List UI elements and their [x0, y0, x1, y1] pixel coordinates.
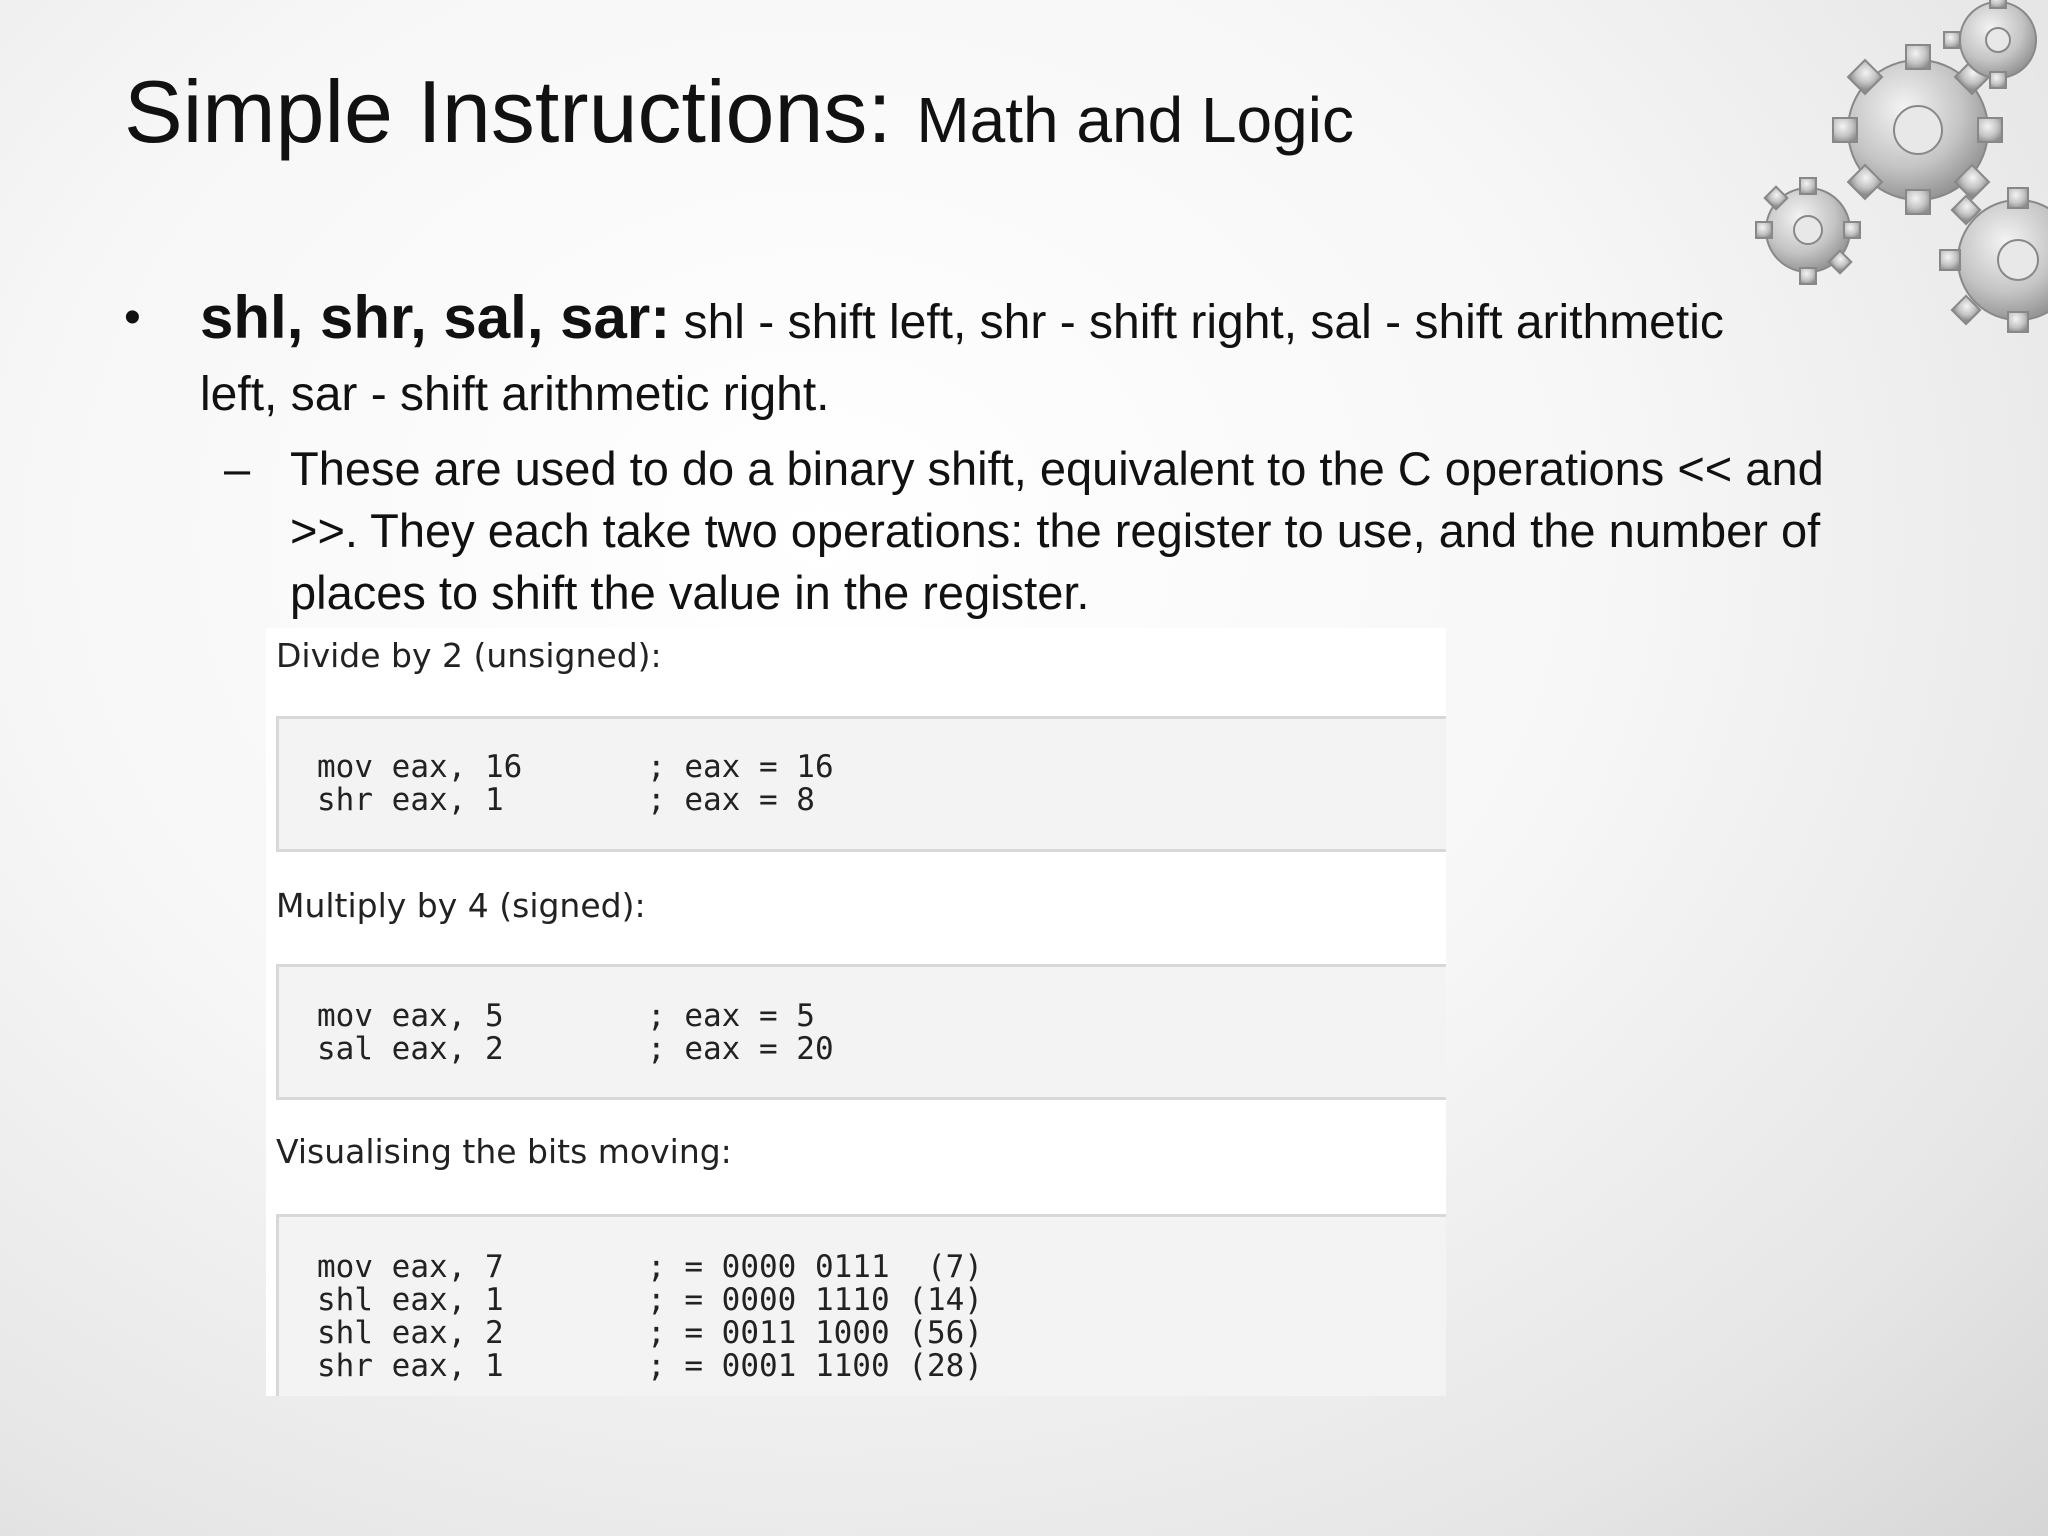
bullet-terms: shl, shr, sal, sar: — [200, 284, 671, 351]
code-instruction: shl eax, 1 — [317, 1282, 504, 1318]
title-subtitle: Math and Logic — [916, 84, 1354, 156]
code-block — [276, 964, 1446, 1100]
code-comment: ; = 0001 1100 (28) — [647, 1348, 983, 1384]
code-instruction: shl eax, 2 — [317, 1315, 504, 1351]
example-label: Divide by 2 (unsigned): — [276, 636, 662, 675]
code-comment: ; = 0000 0111 (7) — [647, 1249, 983, 1285]
code-comment: ; = 0000 1110 (14) — [647, 1282, 983, 1318]
sub-bullet-text: These are used to do a binary shift, equivalent to the C operations << and >>. They each take two operations: the register to use, and the number of places to shift the value in the register. — [290, 442, 1824, 619]
code-block — [276, 716, 1446, 852]
code-comment: ; eax = 16 — [647, 749, 834, 785]
example-label: Multiply by 4 (signed): — [276, 886, 646, 925]
gear-icon — [1756, 178, 1860, 284]
code-instruction: sal eax, 2 — [317, 1031, 504, 1067]
code-instruction: shr eax, 1 — [317, 1348, 504, 1384]
gear-icon — [1940, 188, 2048, 332]
code-instruction: shr eax, 1 — [317, 782, 504, 818]
code-comment: ; eax = 20 — [647, 1031, 834, 1067]
sub-bullet-marker: – — [224, 442, 251, 495]
code-instruction: mov eax, 16 — [317, 749, 523, 785]
bullet-text — [200, 282, 1800, 431]
example-label: Visualising the bits moving: — [276, 1132, 732, 1171]
code-examples-image — [266, 628, 1446, 1396]
code-block — [276, 1214, 1446, 1396]
page-title — [124, 62, 1354, 170]
bullet-marker: • — [124, 291, 141, 344]
code-instruction: mov eax, 5 — [317, 998, 504, 1034]
code-comment: ; = 0011 1000 (56) — [647, 1315, 983, 1351]
code-comment: ; eax = 5 — [647, 998, 815, 1034]
code-instruction: mov eax, 7 — [317, 1249, 504, 1285]
code-comment: ; eax = 8 — [647, 782, 815, 818]
title-main: Simple Instructions: — [124, 62, 892, 161]
bullet-description: shl - shift left, shr - shift right, sal - shift arithmetic left, sar - shift arithmetic right. — [200, 296, 1724, 421]
